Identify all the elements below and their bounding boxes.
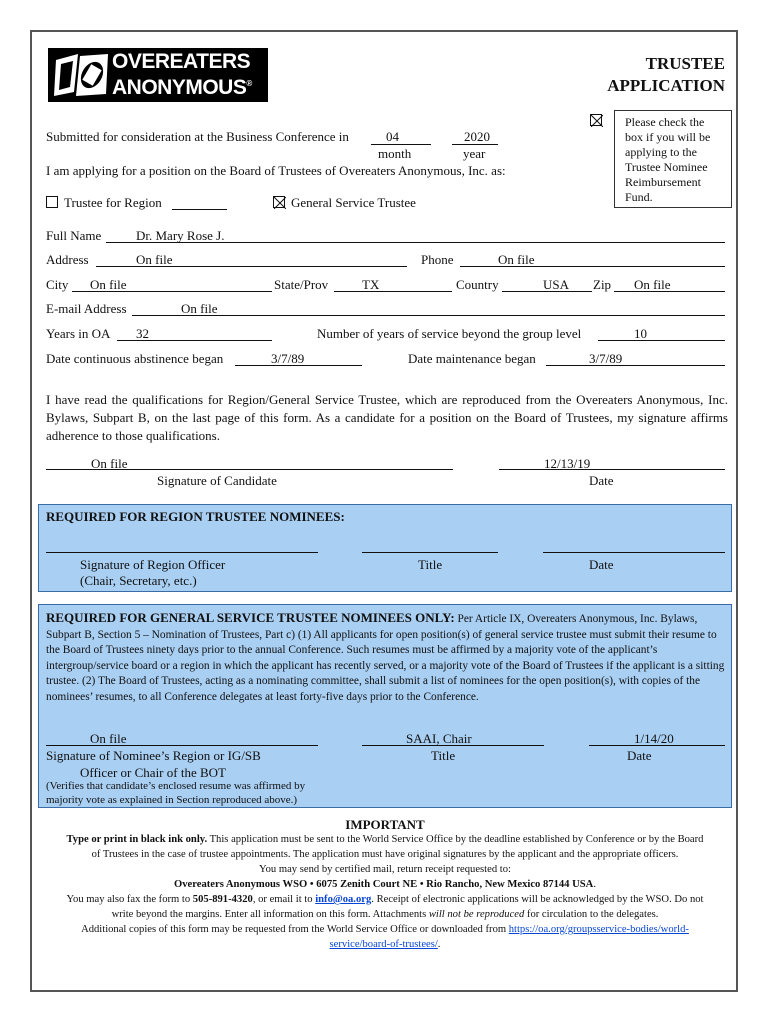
nominee-date-value[interactable]: 1/14/20 bbox=[634, 731, 674, 746]
reimbursement-note: Please check the box if you will be applying to the Trustee Nominee Reimbursement Fund. bbox=[614, 110, 732, 208]
title-line-2: APPLICATION bbox=[607, 76, 725, 95]
p3-italic: will not be reproduced bbox=[428, 909, 525, 920]
city-value[interactable]: On file bbox=[90, 277, 127, 292]
general-section-text bbox=[46, 610, 728, 705]
general-service-checkbox[interactable] bbox=[273, 196, 285, 208]
region-section-heading: REQUIRED FOR REGION TRUSTEE NOMINEES: bbox=[46, 509, 345, 524]
maintenance-value[interactable]: 3/7/89 bbox=[589, 351, 623, 366]
nominee-sig-label: Signature of Nominee’s Region or IG/SB bbox=[46, 748, 261, 763]
important-p1: This application must be sent to the World Service Office by the deadline established by Conference or by the Board of Trustees in the case of trustee appointments. The application must have original signatures by the applicant and the appropriate officers. bbox=[91, 834, 704, 860]
oa-logo bbox=[48, 48, 268, 102]
address-label: Address bbox=[46, 252, 89, 267]
registered-mark: ® bbox=[246, 79, 252, 88]
wso-address: Overeaters Anonymous WSO • 6075 Zenith Court NE • Rio Rancho, New Mexico 87144 USA. bbox=[174, 879, 596, 890]
form-title bbox=[590, 53, 725, 97]
p4-end: . bbox=[437, 939, 441, 950]
years-in-oa-label: Years in OA bbox=[46, 326, 111, 341]
important-paragraph-3 bbox=[64, 892, 706, 922]
nominee-title-label: Title bbox=[431, 748, 456, 763]
zip-label: Zip bbox=[593, 277, 612, 292]
candidate-date-label: Date bbox=[589, 473, 614, 488]
p4: Additional copies of this form may be requested from the World Service Office or downloaded from bbox=[81, 924, 509, 935]
nominee-sig-value[interactable]: On file bbox=[90, 731, 127, 746]
city-label: City bbox=[46, 277, 69, 292]
general-section-body: Per Article IX, Overeaters Anonymous, Inc. Bylaws, Subpart B, Section 5 – Nomination of Trustees, Part c) (1) All applicants for open position(s) of general service trustee must submit their resume to the Board of Trustees ninety days prior to the annual Conference. Such resumes must be affirmed by a majority vote of the applicant’s intergroup/service board or a region in which the applicant has recently served, or a majority vote of the Board of Trustees if the applicant is a sitting trustee. (2) The Board of Trustees, acting as a nominating committee, shall submit a list of nominees for the open position(s), with copies of the nominees’ resumes, to all Conference delegates at least forty-five days prior to the Conference. bbox=[46, 613, 725, 703]
country-value[interactable]: USA bbox=[543, 277, 570, 292]
zip-value[interactable]: On file bbox=[634, 277, 671, 292]
logo-line-2: ANONYMOUS bbox=[112, 76, 247, 99]
fax-number: 505-891-4320 bbox=[192, 894, 253, 905]
region-trustee-checkbox[interactable] bbox=[46, 196, 58, 208]
abstinence-value[interactable]: 3/7/89 bbox=[271, 351, 305, 366]
important-p1-bold: Type or print in black ink only. bbox=[66, 834, 208, 845]
nominee-date-label: Date bbox=[627, 748, 652, 763]
full-name-label: Full Name bbox=[46, 228, 102, 243]
full-name-value[interactable]: Dr. Mary Rose J. bbox=[136, 228, 225, 243]
p3-c: . Receipt of electronic applications will be acknowledged by the WSO. Do not write beyond the margins. Enter all information on this form. Attachments bbox=[111, 894, 704, 920]
maintenance-label: Date maintenance began bbox=[408, 351, 536, 366]
email-label: E-mail Address bbox=[46, 301, 127, 316]
candidate-date-value[interactable]: 12/13/19 bbox=[544, 456, 591, 471]
affirmation-text: I have read the qualifications for Region/General Service Trustee, which are reproduced from the Overeaters Anonymous, Inc. Bylaws, Subpart B, on the last page of this form. As a candidate for a position on the Board of Trustees, my signature affirms adherence to those qualifications. bbox=[46, 392, 728, 443]
p3-b: , or email it to bbox=[252, 894, 316, 905]
region-trustee-label: Trustee for Region bbox=[64, 195, 162, 210]
title-line-1: TRUSTEE bbox=[645, 54, 725, 73]
candidate-signature-value[interactable]: On file bbox=[91, 456, 128, 471]
submitted-label: Submitted for consideration at the Business Conference in bbox=[46, 129, 349, 144]
phone-label: Phone bbox=[421, 252, 454, 267]
address-value[interactable]: On file bbox=[136, 252, 173, 267]
submitted-month-value[interactable]: 04 bbox=[386, 129, 399, 144]
nominee-title-value[interactable]: SAAI, Chair bbox=[406, 731, 472, 746]
checked-x-icon bbox=[591, 115, 603, 127]
p3-a: You may also fax the form to bbox=[66, 894, 193, 905]
candidate-signature-label: Signature of Candidate bbox=[157, 473, 277, 488]
region-title-label: Title bbox=[418, 557, 443, 572]
important-paragraph-1 bbox=[64, 832, 706, 862]
email-link[interactable]: info@oa.org bbox=[315, 894, 372, 905]
important-section bbox=[64, 817, 706, 952]
country-label: Country bbox=[456, 277, 499, 292]
p3-d: for circulation to the delegates. bbox=[524, 909, 659, 920]
wso-address-bold: Overeaters Anonymous WSO • 6075 Zenith Court NE • Rio Rancho, New Mexico 87144 USA bbox=[174, 879, 594, 890]
abstinence-label: Date continuous abstinence began bbox=[46, 351, 224, 366]
state-value[interactable]: TX bbox=[362, 277, 380, 292]
region-officer-sig-label: Signature of Region Officer bbox=[80, 557, 226, 572]
general-service-label: General Service Trustee bbox=[291, 195, 416, 210]
important-paragraph-4 bbox=[64, 922, 706, 952]
checked-x-icon bbox=[274, 197, 286, 209]
download-link[interactable]: https://oa.org/groupsservice-bodies/world-service/board-of-trustees/ bbox=[329, 924, 689, 950]
region-date-label: Date bbox=[589, 557, 614, 572]
month-label: month bbox=[378, 146, 412, 161]
verifies-note-2: majority vote as explained in Section reproduced above.) bbox=[46, 794, 298, 806]
verifies-note-1: (Verifies that candidate’s enclosed resume was affirmed by bbox=[46, 780, 306, 792]
years-in-oa-value[interactable]: 32 bbox=[136, 326, 149, 341]
service-years-label: Number of years of service beyond the group level bbox=[317, 326, 582, 341]
email-value[interactable]: On file bbox=[181, 301, 218, 316]
state-label: State/Prov bbox=[274, 277, 329, 292]
oa-logo-mark-icon bbox=[52, 52, 110, 98]
general-section-heading: REQUIRED FOR GENERAL SERVICE TRUSTEE NOMINEES ONLY: bbox=[46, 610, 455, 625]
submitted-year-value[interactable]: 2020 bbox=[464, 129, 490, 144]
applying-label: I am applying for a position on the Board of Trustees of Overeaters Anonymous, Inc. as: bbox=[46, 163, 506, 178]
logo-line-1: OVEREATERS bbox=[112, 50, 251, 73]
year-label: year bbox=[463, 146, 486, 161]
phone-value[interactable]: On file bbox=[498, 252, 535, 267]
service-years-value[interactable]: 10 bbox=[634, 326, 647, 341]
region-officer-sig-sublabel: (Chair, Secretary, etc.) bbox=[80, 573, 197, 588]
reimbursement-checkbox[interactable] bbox=[590, 114, 602, 126]
nominee-sig-sublabel: Officer or Chair of the BOT bbox=[80, 765, 226, 780]
important-paragraph-2: You may send by certified mail, return receipt requested to: bbox=[259, 864, 511, 875]
important-heading: IMPORTANT bbox=[345, 817, 425, 832]
